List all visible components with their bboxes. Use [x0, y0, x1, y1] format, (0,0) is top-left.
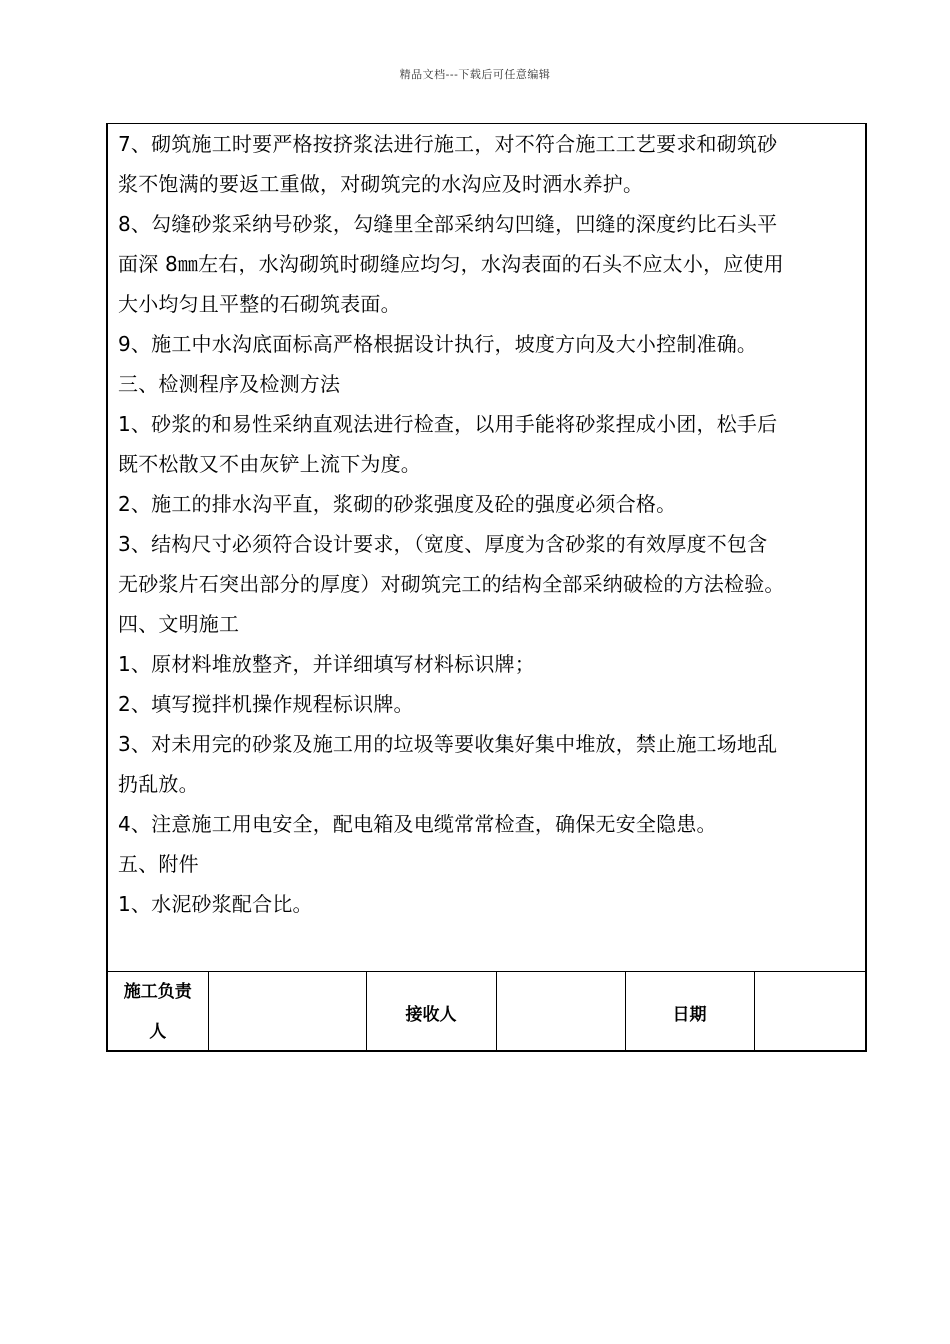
signature-row	[108, 972, 865, 1053]
document-frame	[106, 123, 867, 1052]
section-heading: 四、文明施工	[118, 612, 240, 636]
section-heading: 三、检测程序及检测方法	[118, 372, 341, 396]
body-line: 无砂浆片石突出部分的厚度）对砌筑完工的结构全部采纳破检的方法检验。	[118, 572, 785, 596]
responsible-label-line2: 人	[149, 1022, 167, 1042]
body-line: 大小均匀且平整的石砌筑表面。	[118, 292, 401, 316]
date-value[interactable]	[754, 972, 865, 1053]
body-line: 8、勾缝砂浆采纳号砂浆，勾缝里全部采纳勾凹缝，凹缝的深度约比石头平	[118, 212, 778, 236]
date-label: 日期	[625, 972, 754, 1053]
body-line: 2、填写搅拌机操作规程标识牌。	[118, 692, 414, 716]
responsible-person-value[interactable]	[208, 972, 366, 1053]
responsible-person-label	[108, 972, 208, 1053]
body-line: 既不松散又不由灰铲上流下为度。	[118, 452, 421, 476]
signature-table	[108, 971, 865, 1052]
body-line: 4、注意施工用电安全，配电箱及电缆常常检查，确保无安全隐患。	[118, 812, 717, 836]
body-line: 7、砌筑施工时要严格按挤浆法进行施工，对不符合施工工艺要求和砌筑砂	[118, 132, 778, 156]
document-body	[118, 124, 863, 924]
body-line: 面深 8㎜左右，水沟砌筑时砌缝应均匀，水沟表面的石头不应太小，应使用	[118, 252, 784, 276]
section-heading: 五、附件	[118, 852, 199, 876]
body-line: 9、施工中水沟底面标高严格根据设计执行，坡度方向及大小控制准确。	[118, 332, 758, 356]
body-line: 1、水泥砂浆配合比。	[118, 892, 313, 916]
body-line: 1、原材料堆放整齐，并详细填写材料标识牌；	[118, 652, 535, 676]
body-line: 3、对未用完的砂浆及施工用的垃圾等要收集好集中堆放，禁止施工场地乱	[118, 732, 778, 756]
body-line: 2、施工的排水沟平直，浆砌的砂浆强度及砼的强度必须合格。	[118, 492, 677, 516]
body-line: 浆不饱满的要返工重做，对砌筑完的水沟应及时洒水养护。	[118, 172, 644, 196]
receiver-value[interactable]	[496, 972, 625, 1053]
body-line: 扔乱放。	[118, 772, 199, 796]
page-header: 精品文档---下载后可任意编辑	[399, 68, 551, 81]
receiver-label: 接收人	[366, 972, 496, 1053]
responsible-label-line1: 施工负责	[123, 982, 192, 1002]
body-line: 1、砂浆的和易性采纳直观法进行检查，以用手能将砂浆捏成小团，松手后	[118, 412, 778, 436]
body-line: 3、结构尺寸必须符合设计要求，（宽度、厚度为含砂浆的有效厚度不包含	[118, 532, 768, 556]
